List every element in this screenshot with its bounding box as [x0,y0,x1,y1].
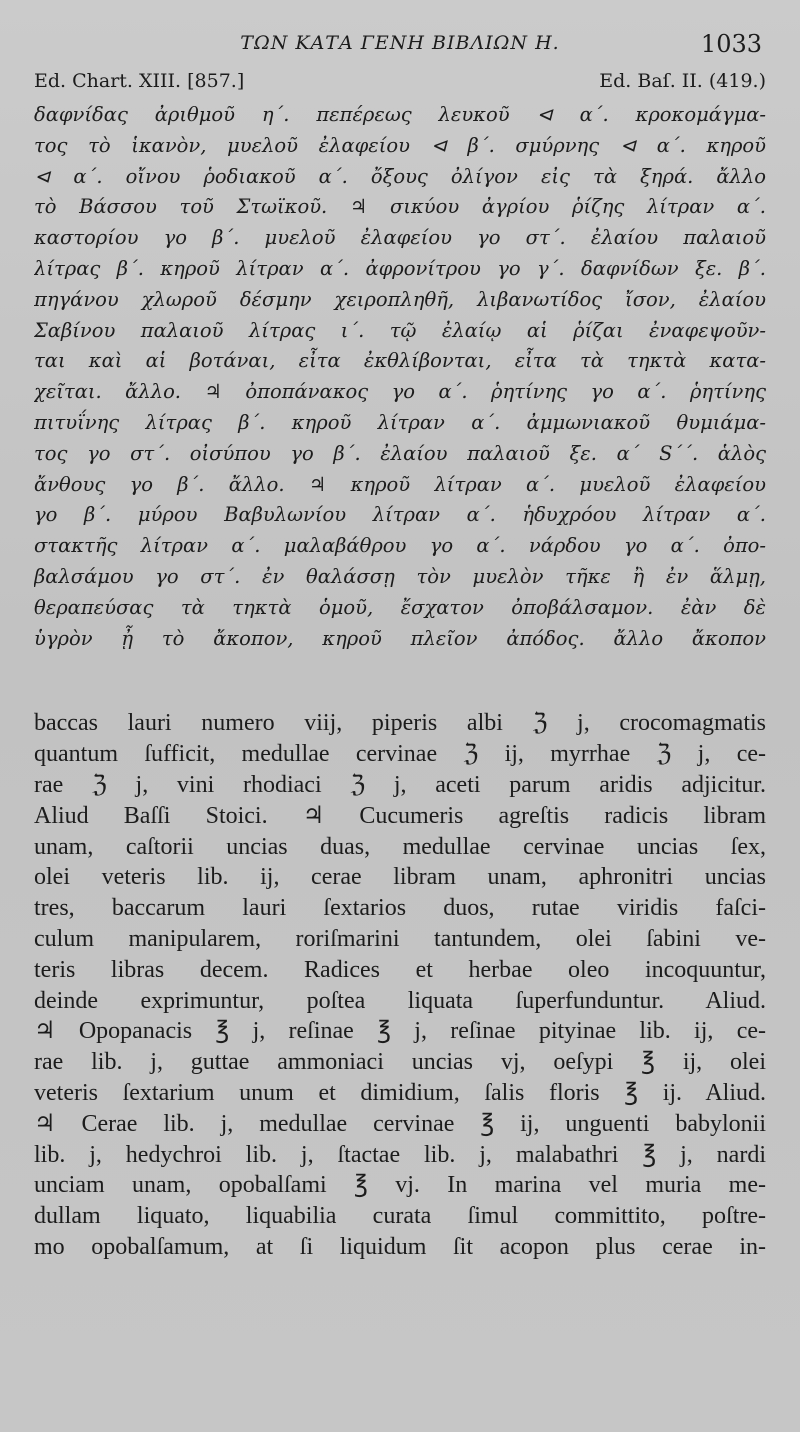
greek-text-line: Σαβίνου παλαιοῦ λίτρας ι΄. τῷ ἐλαίῳ αἱ ῥίζαι ἐναφεψοῦν- [34,318,766,342]
latin-text-line: olei veteris lib. ij, cerae libram unam, aphronitri uncias [34,864,766,891]
greek-text-block [34,100,766,654]
edition-basel: Ed. Baſ. II. (419.) [599,70,766,92]
greek-text-line: τος γο στ΄. οἰσύπου γο β΄. ἐλαίου παλαιοῦ ξε. α΄ S΄΄. ἁλὸς [34,441,766,465]
greek-text-line: βαλσάμου γο στ΄. ἐν θαλάσσῃ τὸν μυελὸν τῆκε ἢ ἐν ἅλμῃ, [34,564,766,588]
greek-text-line: χεῖται. ἄλλο. ♃ ὀποπάνακος γο α΄. ῥητίνης γο α΄. ῥητίνης [34,380,766,404]
latin-text-line: tres, baccarum lauri ſextarios duos, rutae viridis faſci- [34,895,766,922]
edition-chart: Ed. Chart. XIII. [857.] [34,70,245,92]
latin-text-line: baccas lauri numero viij, piperis albi ℨ j, crocomagmatis [34,710,766,737]
greek-text-line: τος τὸ ἱκανὸν, μυελοῦ ἐλαφείου ⊲ β΄. σμύρνης ⊲ α΄. κηροῦ [34,133,766,157]
latin-text-line: quantum ſufficit, medullae cervinae ℨ ij, myrrhae ℨ j, ce- [34,741,766,768]
latin-text-line: Aliud Baſſi Stoici. ♃ Cucumeris agreſtis radicis libram [34,802,766,829]
running-title: ΤΩΝ ΚΑΤΑ ΓΕΝΗ ΒΙΒΛΙΩΝ Η. [240,32,560,54]
running-head [34,30,766,70]
edition-line [34,70,766,98]
latin-text-line: veteris ſextarium unum et dimidium, ſalis floris ℥ ij. Aliud. [34,1079,766,1106]
latin-text-line: teris libras decem. Radices et herbae oleo incoquuntur, [34,956,766,983]
greek-text-line: ἄνθους γο β΄. ἄλλο. ♃ κηροῦ λίτραν α΄. μυελοῦ ἐλαφείου [34,472,766,496]
latin-text-line: ♃ Opopanacis ℥ j, reſinae ℥ j, reſinae pityinae lib. ij, ce- [34,1018,766,1045]
latin-text-line: deinde exprimuntur, poſtea liquata ſuperfunduntur. Aliud. [34,987,766,1014]
greek-text-line: ται καὶ αἱ βοτάναι, εἶτα ἐκθλίβονται, εἶτα τὰ τηκτὰ κατα- [34,349,766,373]
greek-text-line: ⊲ α΄. οἴνου ῥοδιακοῦ α΄. ὄξους ὀλίγον εἰς τὰ ξηρά. ἄλλο [34,164,766,188]
latin-text-line: ♃ Cerae lib. j, medullae cervinae ℥ ij, unguenti babylonii [34,1110,766,1137]
latin-text-line: lib. j, hedychroi lib. j, ſtactae lib. j, malabathri ℥ j, nardi [34,1141,766,1168]
page-number: 1033 [700,30,762,58]
latin-text-line: unam, caſtorii uncias duas, medullae cervinae uncias ſex, [34,833,766,860]
greek-text-line: τὸ Βάσσου τοῦ Στωϊκοῦ. ♃ σικύου ἀγρίου ῥίζης λίτραν α΄. [34,195,766,219]
greek-text-line: στακτῆς λίτραν α΄. μαλαβάθρου γο α΄. νάρδου γο α΄. ὀπο- [34,534,766,558]
greek-text-line: πιτυΐνης λίτρας β΄. κηροῦ λίτραν α΄. ἀμμωνιακοῦ θυμιάμα- [34,410,766,434]
latin-text-line: mo opobalſamum, at ſi liquidum ſit acopon plus cerae in- [34,1233,766,1260]
greek-text-line: θεραπεύσας τὰ τηκτὰ ὁμοῦ, ἔσχατον ὀποβάλσαμον. ἐὰν δὲ [34,595,766,619]
latin-text-line: culum manipularem, roriſmarini tantundem, olei ſabini ve- [34,925,766,952]
greek-text-line: λίτρας β΄. κηροῦ λίτραν α΄. ἀφρονίτρου γο γ΄. δαφνίδων ξε. β΄. [34,256,766,280]
greek-text-line: γο β΄. μύρου Βαβυλωνίου λίτραν α΄. ἡδυχρόου λίτραν α΄. [34,503,766,527]
latin-text-line: unciam unam, opobalſami ℥ vj. In marina vel muria me- [34,1172,766,1199]
greek-text-line: πηγάνου χλωροῦ δέσμην χειροπληθῆ, λιβανωτίδος ἴσον, ἐλαίου [34,287,766,311]
latin-text-block [34,708,766,1262]
latin-text-line: rae ℨ j, vini rhodiaci ℨ j, aceti parum aridis adjicitur. [34,771,766,798]
greek-text-line: ὑγρὸν ᾖ τὸ ἄκοπον, κηροῦ πλεῖον ἀπόδος. ἄλλο ἄκοπον [34,626,766,650]
greek-text-line: καστορίου γο β΄. μυελοῦ ἐλαφείου γο στ΄. ἐλαίου παλαιοῦ [34,226,766,250]
latin-text-line: dullam liquato, liquabilia curata ſimul committito, poſtre- [34,1203,766,1230]
greek-text-line: δαφνίδας ἀριθμοῦ η΄. πεπέρεως λευκοῦ ⊲ α΄. κροκομάγμα- [34,103,766,126]
latin-text-line: rae lib. j, guttae ammoniaci uncias vj, oeſypi ℥ ij, olei [34,1049,766,1076]
